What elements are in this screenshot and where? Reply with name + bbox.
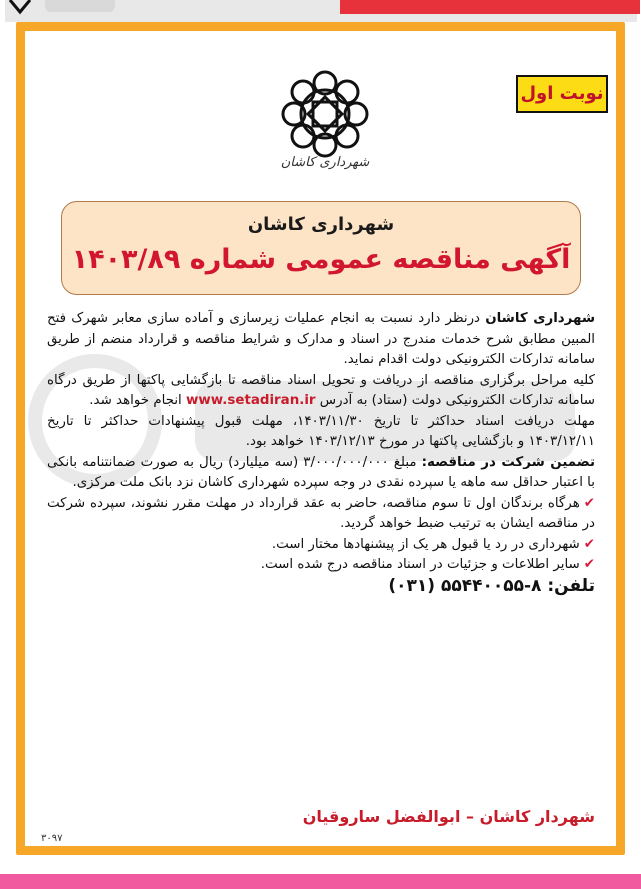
first-round-badge: نوبت اول	[516, 75, 608, 113]
top-red-tab	[340, 0, 640, 14]
paragraph-guarantee	[47, 453, 595, 494]
ad-code: ۳۰۹۷	[41, 833, 63, 844]
organization-name: شهرداری کاشان	[247, 214, 395, 235]
phone-number: ۸-۵۵۴۴۰۰۵۵ (۰۳۱)	[388, 575, 542, 596]
mayor-signature: شهردار کاشان – ابوالفضل ساروقیان	[302, 807, 595, 826]
tender-headline: آگهی مناقصه عمومی شماره ۱۴۰۳/۸۹	[71, 244, 571, 275]
ad-content	[25, 31, 616, 846]
top-tab	[45, 0, 115, 12]
process-tail: انجام خواهد شد.	[89, 393, 187, 408]
check-icon: ✔	[583, 557, 595, 572]
corner-mark-icon	[6, 0, 34, 18]
phone-label: تلفن:	[547, 575, 595, 596]
phone-line	[47, 576, 595, 597]
municipality-logo-icon	[280, 69, 370, 159]
title-box	[61, 201, 581, 295]
bullet-item	[47, 555, 595, 576]
ad-frame	[16, 22, 625, 855]
org-strong: شهرداری کاشان	[485, 311, 595, 326]
check-icon: ✔	[583, 536, 595, 552]
check-icon: ✔	[583, 495, 595, 511]
bullet-item	[47, 494, 595, 535]
bullet-text: هرگاه برندگان اول تا سوم مناقصه، حاضر به عقد قرارداد در مهلت مقرر نشوند، سپرده شرکت در مناقصه ایشان به ترتیب ضبط خواهد گردید.	[47, 495, 595, 531]
ad-body	[47, 309, 595, 596]
bullet-text: سایر اطلاعات و جزئیات در اسناد مناقصه درج شده است.	[260, 557, 580, 572]
guarantee-text: مبلغ ۳/۰۰۰/۰۰۰/۰۰۰ (سه میلیارد) ریال به صورت ضمانتنامه بانکی با اعتبار حداقل سه ماهه یا سپرده نقدی در وجه سپرده شهرداری کاشان نزد بانک ملت مرکزی.	[47, 454, 595, 490]
setad-link[interactable]: www.setadiran.ir	[186, 393, 316, 408]
paragraph-intro	[47, 309, 595, 371]
process-text: کلیه مراحل برگزاری مناقصه از دریافت و تحویل اسناد مناقصه تا بازگشایی پاکتها از طریق درگاه سامانه تدارکات الکترونیکی دولت (ستاد) به آدرس	[47, 372, 595, 408]
bottom-bar	[0, 874, 641, 889]
paragraph-deadlines: مهلت دریافت اسناد حداکثر تا تاریخ ۱۴۰۳/۱۱/۳۰، مهلت قبول پیشنهادات حداکثر تا تاریخ ۱۴۰۳/۱۲/۱۱ و بازگشایی پاکتها در مورخ ۱۴۰۳/۱۲/۱۳ خواهد بود.	[47, 413, 595, 449]
paragraph-process	[47, 371, 595, 412]
intro-text: درنظر دارد نسبت به انجام عملیات زیرسازی و آماده سازی معابر شهرک فتح المبین مطابق شرح خدمات مندرج در اسناد و مدارک و شرایط مناقصه و قرارداد منضم از طریق سامانه تدارکات الکترونیکی دولت اقدام نماید.	[47, 311, 595, 367]
top-strip	[0, 0, 641, 22]
bullet-text: شهرداری در رد یا قبول هر یک از پیشنهادها مختار است.	[271, 536, 580, 552]
logo-caption: شهرداری کاشان	[280, 155, 370, 170]
guarantee-label: تضمین شرکت در مناقصه:	[421, 454, 595, 470]
bullet-item	[47, 535, 595, 556]
